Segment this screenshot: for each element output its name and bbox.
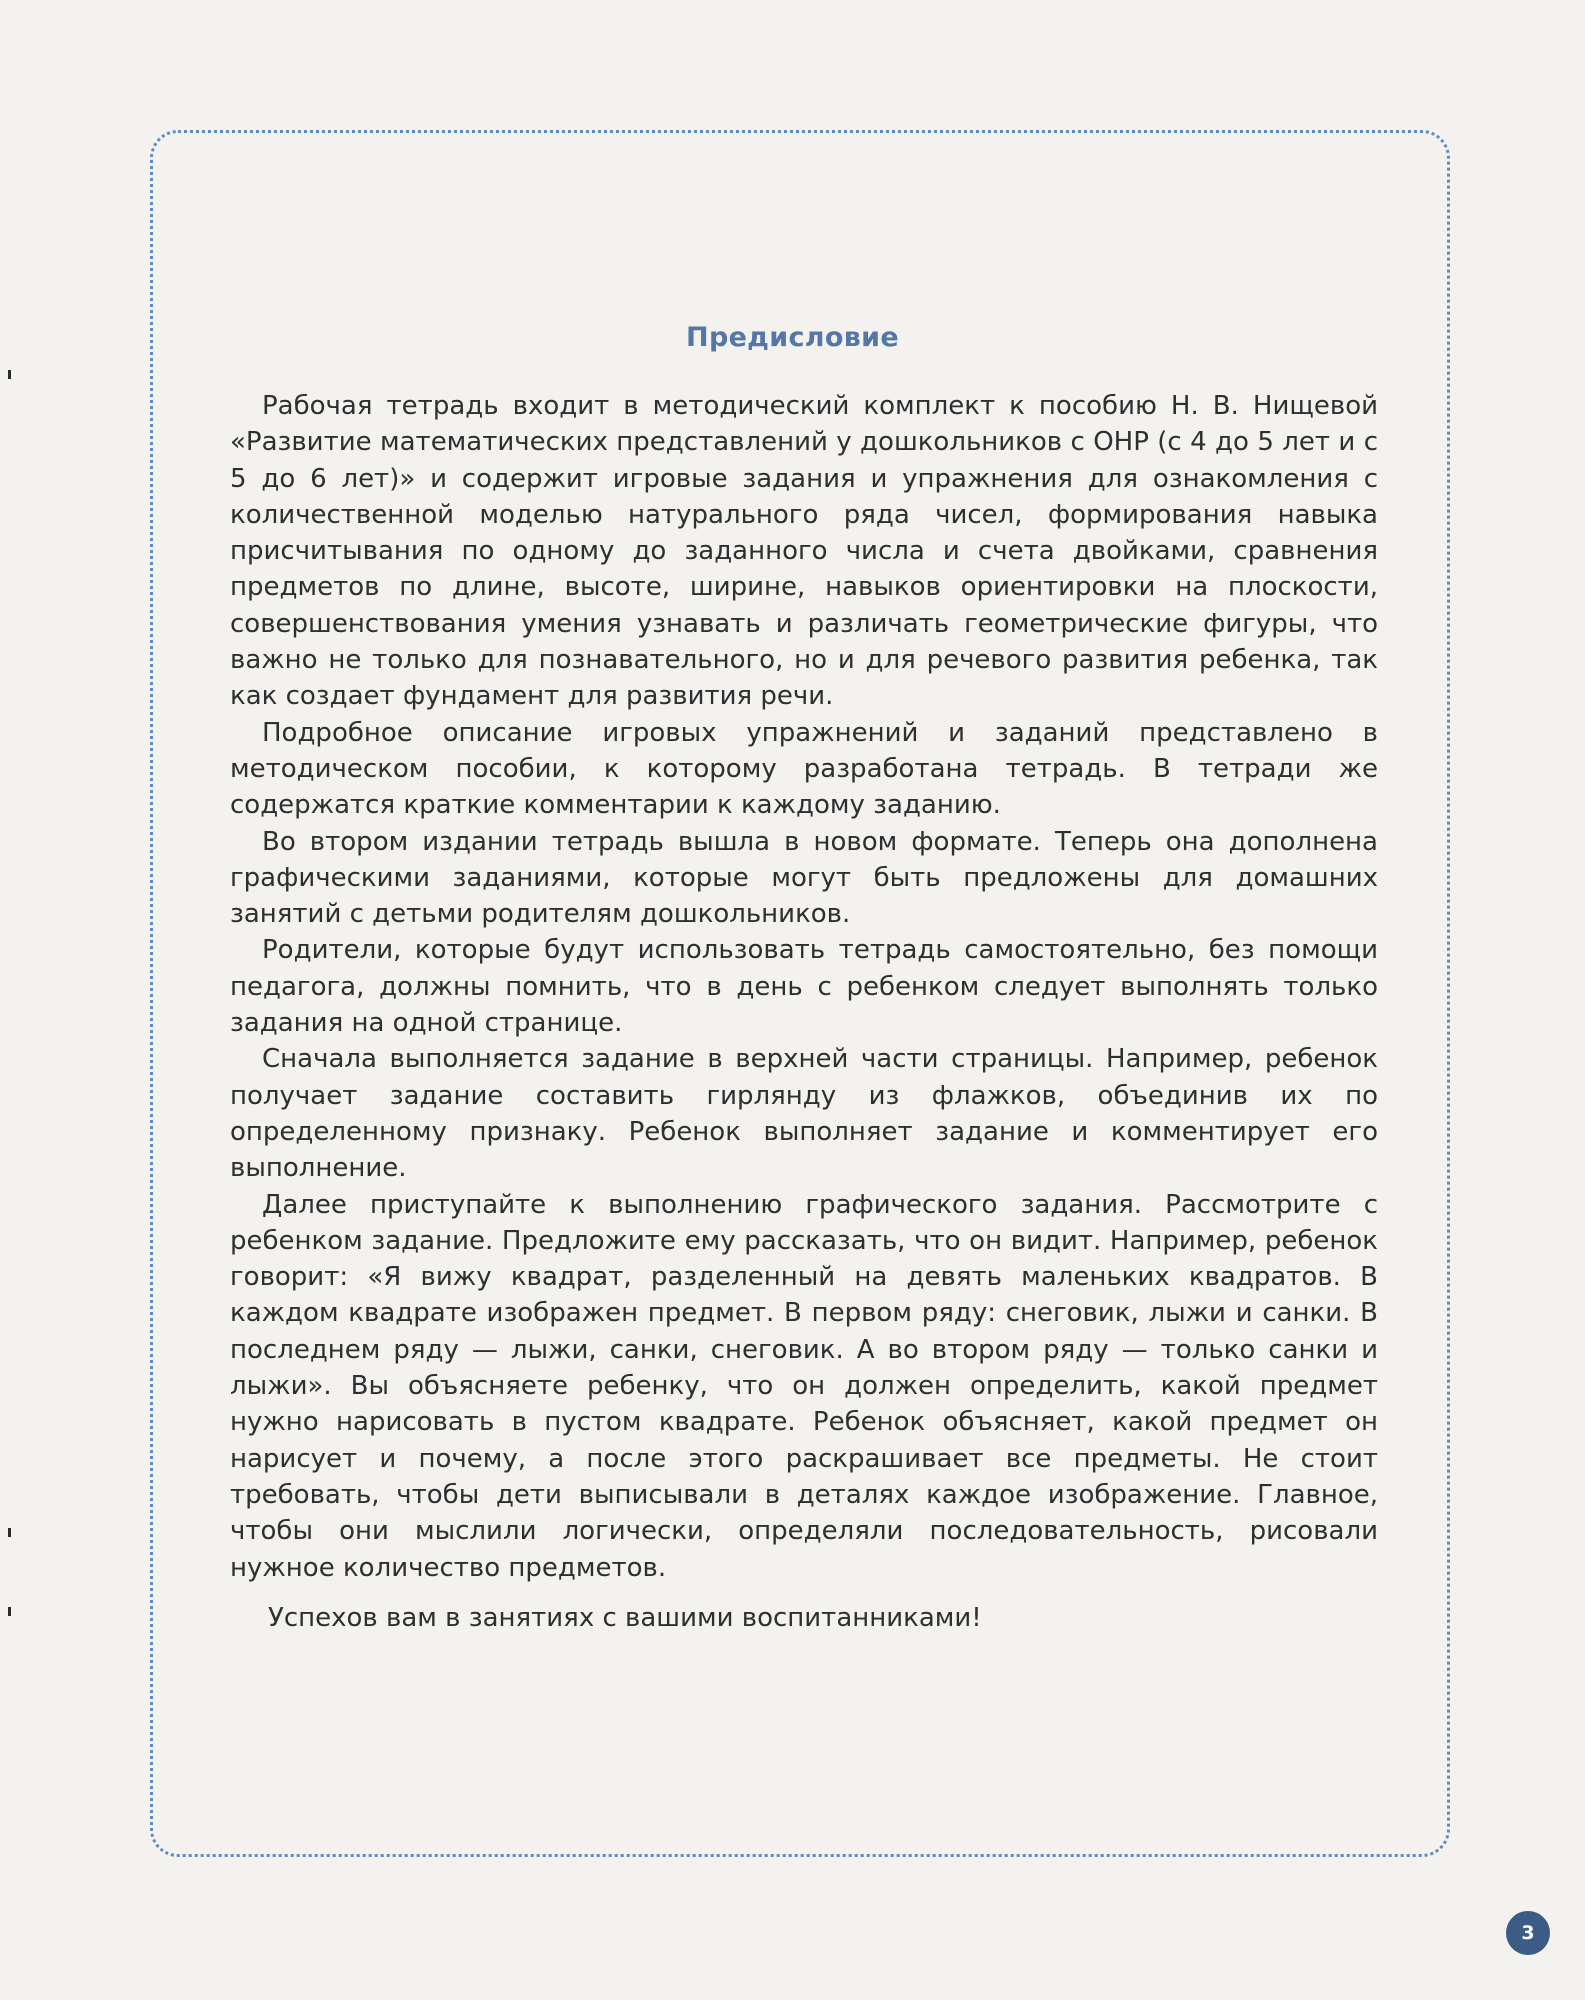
closing-wish: Успехов вам в занятиях с вашими воспитанниками! — [268, 1602, 982, 1633]
paragraph-2: Подробное описание игровых упражнений и заданий представлено в методическом пособии, к которому разработана тетрадь. В тетради же содержатся краткие комментарии к каждому заданию. — [230, 717, 1378, 821]
binding-mark — [8, 370, 11, 379]
page-title: Предисловие — [686, 322, 899, 353]
page-number-badge: 3 — [1506, 1911, 1550, 1955]
paragraph-5: Сначала выполняется задание в верхней части страницы. Например, ребенок получает задание составить гирлянду из флажков, объединив их по определенному признаку. Ребенок выполняет задание и комментирует его выполнение. — [230, 1044, 1378, 1184]
paragraph-4: Родители, которые будут использовать тетрадь самостоятельно, без помощи педагога, должны помнить, что в день с ребенком следует выполнять только задания на одной странице. — [230, 935, 1378, 1039]
paragraph-3: Во втором издании тетрадь вышла в новом формате. Теперь она дополнена графическими заданиями, которые могут быть предложены для домашних занятий с детьми родителям дошкольников. — [230, 826, 1378, 930]
binding-mark — [8, 1528, 11, 1537]
preface-body — [230, 388, 1378, 1636]
paragraph-6: Далее приступайте к выполнению графического задания. Рассмотрите с ребенком задание. Предложите ему рассказать, что он видит. Например, ребенок говорит: «Я вижу квадрат, разделенный на девять маленьких квадратов. В каждом квадрате изображен предмет. В первом ряду: снеговик, лыжи и санки. В последнем ряду — лыжи, санки, снеговик. А во втором ряду — только санки и лыжи». Вы объясняете ребенку, что он должен определить, какой предмет нужно нарисовать в пустом квадрате. Ребенок объясняет, какой предмет он нарисует и почему, а после этого раскрашивает все предметы. Не стоит требовать, чтобы дети выписывали в деталях каждое изображение. Главное, чтобы они мыслили логически, определяли последовательность, рисовали нужное количество предметов. — [230, 1189, 1378, 1583]
paragraph-1: Рабочая тетрадь входит в методический комплект к пособию Н. В. Нищевой «Развитие математических представлений у дошкольников с ОНР (с 4 до 5 лет и с 5 до 6 лет)» и содержит игровые задания и упражнения для ознакомления с количественной моделью натурального ряда чисел, формирования навыка присчитывания по одному до заданного числа и счета двойками, сравнения предметов по длине, высоте, ширине, навыков ориентировки на плоскости, совершенствования умения узнавать и различать геометрические фигуры, что важно не только для познавательного, но и для речевого развития ребенка, так как создает фундамент для развития речи. — [230, 391, 1378, 712]
binding-mark — [8, 1607, 11, 1616]
